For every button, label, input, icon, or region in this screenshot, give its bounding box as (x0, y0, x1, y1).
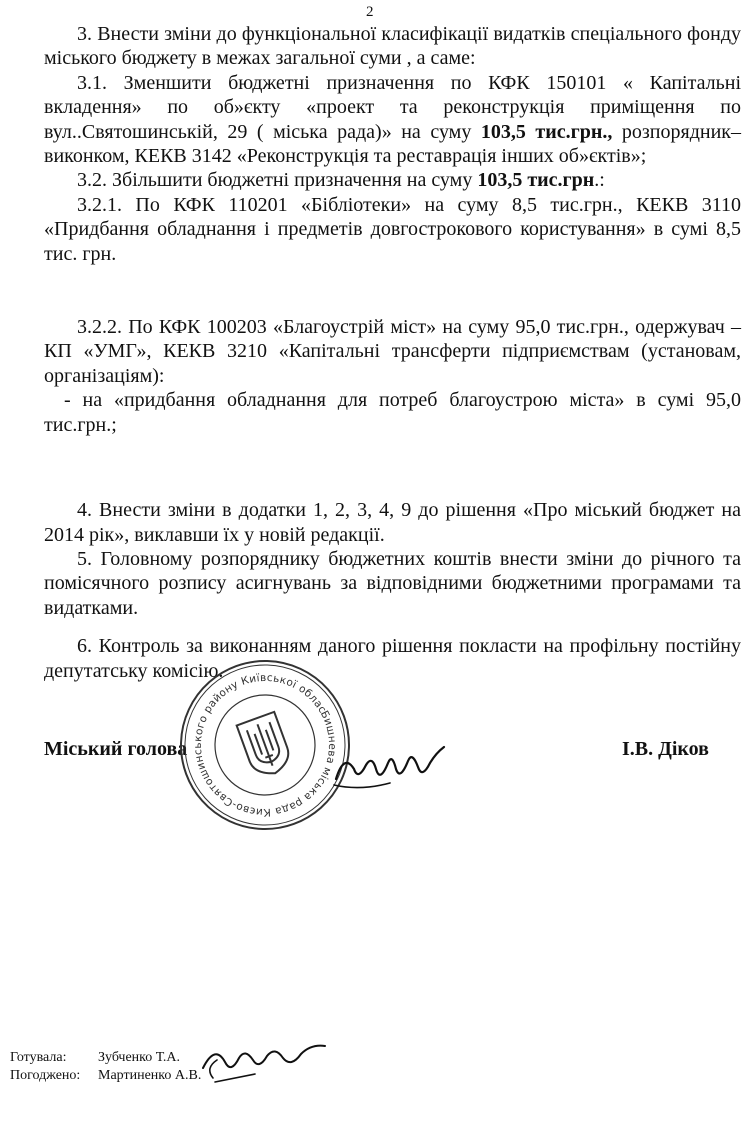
item-3-2-text-end: .: (594, 169, 605, 192)
item-3-2 (44, 168, 741, 192)
item-3-2-amount: 103,5 тис.грн (477, 169, 595, 192)
item-3-1 (44, 71, 741, 169)
item-6 (44, 634, 741, 683)
agreed-label: Погоджено: (10, 1068, 81, 1083)
item-4-text: 4. Внести зміни в додатки 1, 2, 3, 4, 9 до рішення «Про міський бюджет на 2014 рік», виклавши їх у новій редакції. (44, 499, 741, 546)
footer-signature-icon (195, 1038, 330, 1086)
mayor-name: І.В. Діков (621, 738, 709, 760)
item-5-text: 5. Головному розпоряднику бюджетних коштів внести зміни до річного та помісячного розпису асигнувань за відповідними бюджетними програмами та видатками. (44, 547, 741, 619)
prepared-name: Зубченко Т.А. (98, 1050, 181, 1065)
item-3-2-2-bullet (44, 388, 741, 437)
item-3-1-amount: 103,5 тис.грн., (480, 120, 613, 143)
item-3-text: 3. Внести зміни до функціональної класифікації видатків спеціального фонду міського бюджету в межах загальної суми , а саме: (44, 23, 741, 70)
mayor-position: Міський голова (44, 738, 188, 760)
item-3-2-2 (44, 315, 741, 388)
item-6-text: 6. Контроль за виконанням даного рішення покласти на профільну постійну депутатську комісію. (44, 635, 741, 682)
item-3-1-text-end: розпорядник– виконком, КЕКВ 3142 «Реконструкція та реставрація інших об»єктів»; (44, 120, 741, 168)
item-3 (44, 22, 741, 71)
item-3-2-2-bullet-text: - на «придбання обладнання для потреб благоустрою міста» в сумі 95,0 тис.грн.; (44, 389, 741, 436)
official-seal-icon (175, 655, 355, 835)
agreed-name: Мартиненко А.В. (98, 1068, 202, 1083)
item-3-2-1 (44, 193, 741, 266)
document-body (44, 22, 741, 683)
mayor-signature-icon (330, 735, 450, 795)
prepared-label: Готувала: (10, 1050, 67, 1065)
item-3-2-1-text: 3.2.1. По КФК 110201 «Бібліотеки» на суму 8,5 тис.грн., КЕКВ 3110 «Придбання обладнання і предметів довгострокового користування» в сумі 8,5 тис. грн. (44, 193, 741, 265)
item-3-2-text: 3.2. Збільшити бюджетні призначення на суму (77, 169, 478, 192)
item-3-1-text: 3.1. Зменшити бюджетні призначення по КФК 150101 « Капітальні вкладення» по об»єкту «проект та реконструкція приміщення по вул..Святошинській, 29 ( міська рада)» на суму (44, 71, 741, 143)
item-4 (44, 498, 741, 547)
page-number: 2 (366, 4, 374, 20)
item-3-2-2-text: 3.2.2. По КФК 100203 «Благоустрій міст» на суму 95,0 тис.грн., одержувач – КП «УМГ», КЕКВ 3210 «Капітальні трансферти підприємствам (установам, організаціям): (44, 316, 741, 387)
seal-text: Бишнева міська рада Києво-Святошинського району Київської області (191, 671, 339, 819)
item-5 (44, 547, 741, 620)
